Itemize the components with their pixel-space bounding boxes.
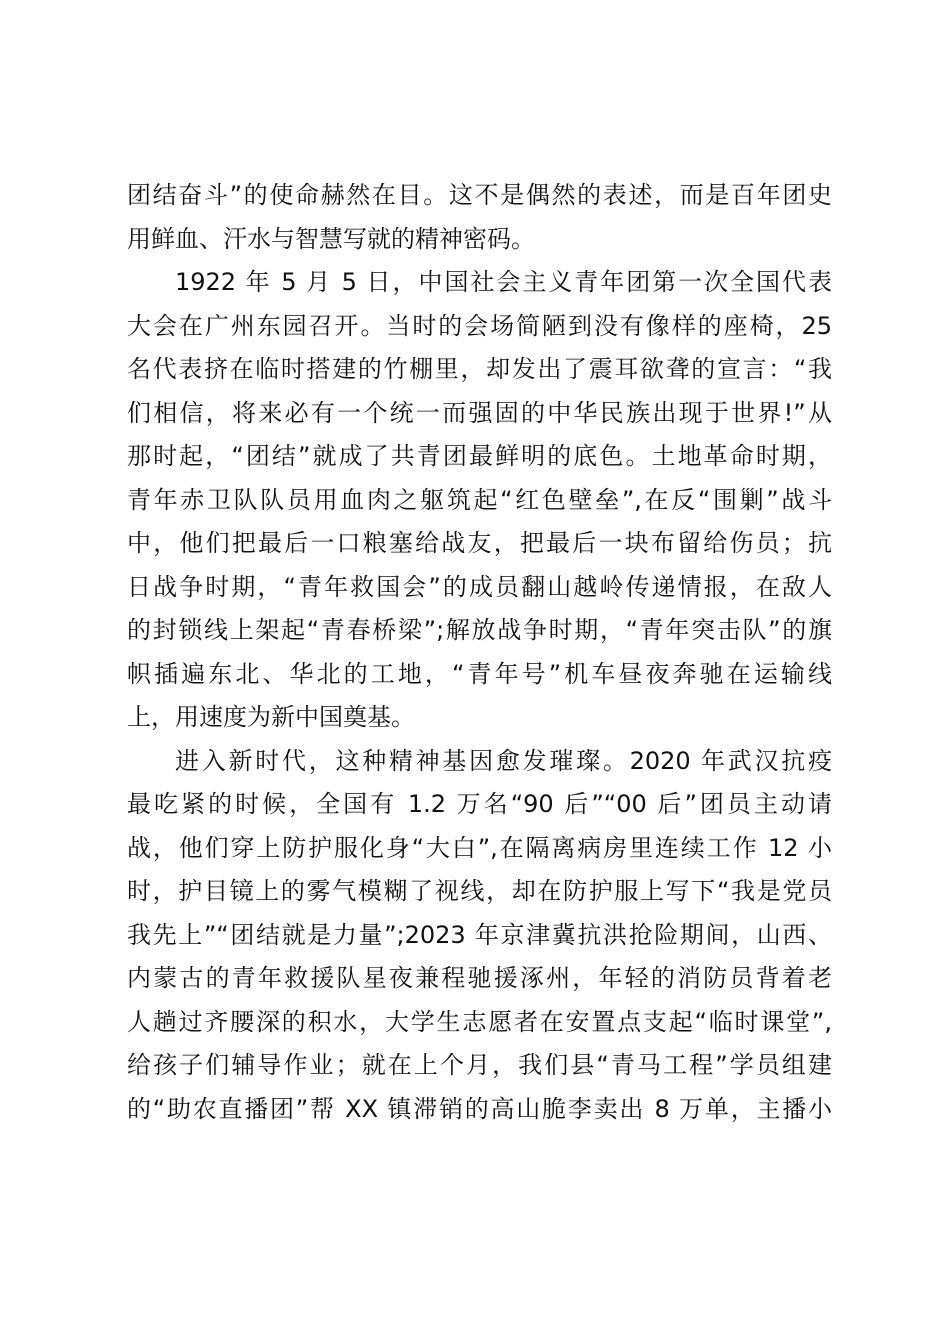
text-line: 我先上”“团结就是力量”;2023 年京津冀抗洪抢险期间，山西、 (127, 920, 832, 949)
text-line: 大会在广州东园召开。当时的会场简陋到没有像样的座椅，25 (127, 311, 832, 340)
text-line: 名代表挤在临时搭建的竹棚里，却发出了震耳欲聋的宣言：“我 (127, 355, 832, 383)
text-line: 内蒙古的青年救援队星夜兼程驰援涿州，年轻的消防员背着老 (127, 964, 832, 992)
text-line: 时，护目镜上的雾气模糊了视线，却在防护服上写下“我是党员 (127, 877, 832, 905)
text-line: 的封锁线上架起“青春桥梁”;解放战争时期，“青年突击队”的旗 (127, 616, 832, 644)
text-line: 团结奋斗”的使命赫然在目。这不是偶然的表述，而是百年团史 (127, 181, 832, 209)
text-line: 们相信，将来必有一个统一而强固的中华民族出现于世界!”从 (127, 398, 832, 427)
paragraph-3 (127, 740, 832, 1132)
text-line: 上，用速度为新中国奠基。 (127, 703, 415, 731)
text-line: 青年赤卫队队员用血肉之躯筑起“红色壁垒”,在反“围剿”战斗 (127, 485, 832, 514)
text-line: 那时起，“团结”就成了共青团最鲜明的底色。土地革命时期， (127, 442, 832, 470)
text-line: 中，他们把最后一口粮塞给战友，把最后一块布留给伤员；抗 (127, 529, 832, 557)
text-line: 给孩子们辅导作业；就在上个月，我们县“青马工程”学员组建 (127, 1051, 832, 1079)
body-text (127, 174, 832, 1131)
text-line: 的“助农直播团”帮 XX 镇滞销的高山脆李卖出 8 万单，主播小 (127, 1094, 832, 1123)
text-line: 战，他们穿上防护服化身“大白”,在隔离病房里连续工作 12 小 (127, 833, 832, 862)
text-line: 用鲜血、汗水与智慧写就的精神密码。 (127, 224, 535, 253)
text-line: 最吃紧的时候，全国有 1.2 万名“90 后”“00 后”团员主动请 (127, 790, 832, 818)
paragraph-2 (127, 261, 832, 740)
text-line: 进入新时代，这种精神基因愈发璀璨。2020 年武汉抗疫 (175, 746, 832, 775)
text-line: 人趟过齐腰深的积水，大学生志愿者在安置点支起“临时课堂”, (127, 1007, 832, 1036)
paragraph-1 (127, 174, 832, 261)
text-line: 日战争时期，“青年救国会”的成员翻山越岭传递情报，在敌人 (127, 572, 832, 601)
text-line: 帜插遍东北、华北的工地，“青年号”机车昼夜奔驰在运输线 (127, 659, 832, 688)
text-line: 1922 年 5 月 5 日，中国社会主义青年团第一次全国代表 (175, 268, 832, 296)
